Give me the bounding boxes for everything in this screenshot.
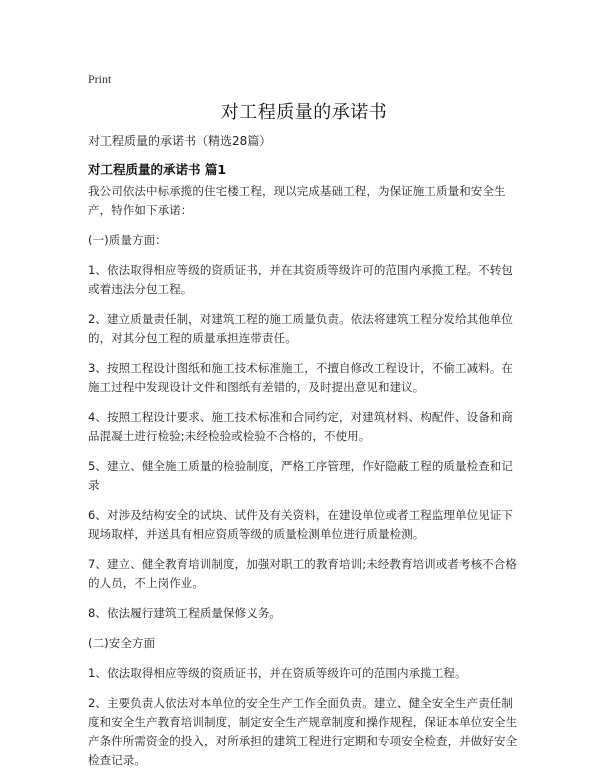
paragraph-quality-3: 3、按照工程设计图纸和施工技术标准施工，不擅自修改工程设计，不偷工减料。在施工过程中发现设计文件和图纸有差错的，及时提出意见和建议。	[88, 361, 514, 394]
paragraph-safety-2: 2、主要负责人依法对本单位的安全生产工作全面负责。建立、健全安全生产责任制度和安全生产教育培训制度，制定安全生产规章制度和操作规程，保证本单位安全生产条件所需资金的投入，对所承担的建筑工程进行定期和专项安全检查，并做好安全检查记录。	[88, 696, 518, 767]
paragraph-quality-heading: (一)质量方面：	[88, 233, 167, 247]
print-link[interactable]: Print	[88, 72, 112, 86]
paragraph-quality-2: 2、建立质量责任制，对建筑工程的施工质量负责。依法将建筑工程分发给其他单位的，对其分包工程的质量承担连带责任。	[88, 312, 514, 345]
paragraph-quality-1: 1、依法取得相应等级的资质证书，并在其资质等级许可的范围内承揽工程。不转包或着违法分包工程。	[88, 263, 514, 296]
page-title: 对工程质量的承诺书	[220, 102, 388, 123]
paragraph-safety-1: 1、依法取得相应等级的资质证书，并在资质等级许可的范围内承揽工程。	[88, 666, 467, 680]
document-subtitle: 对工程质量的承诺书（精选28篇）	[88, 134, 272, 148]
paragraph-quality-8: 8、依法履行建筑工程质量保修义务。	[88, 606, 282, 620]
document-body	[88, 182, 520, 781]
paragraph-quality-7: 7、建立、健全教育培训制度，加强对职工的教育培训;未经教育培训或者考核不合格的人员，不上岗作业。	[88, 557, 517, 590]
paragraph-quality-5: 5、建立、健全施工质量的检验制度，严格工序管理，作好隐蔽工程的质量检查和记录	[88, 459, 514, 492]
paragraph-safety-heading: (二)安全方面	[88, 636, 156, 650]
paragraph-quality-4: 4、按照工程设计要求、施工技术标准和合同约定，对建筑材料、构配件、设备和商品混凝土进行检验;未经检验或检验不合格的，不使用。	[88, 410, 514, 443]
section-heading: 对工程质量的承诺书 篇1	[88, 162, 227, 177]
paragraph-intro: 我公司依法中标承揽的住宅楼工程，现以完成基础工程，为保证施工质量和安全生产，特作如下承诺：	[88, 184, 506, 217]
paragraph-quality-6: 6、对涉及结构安全的试块、试件及有关资料，在建设单位或者工程监理单位见证下现场取样，并送具有相应资质等级的质量检测单位进行质量检测。	[88, 508, 514, 541]
